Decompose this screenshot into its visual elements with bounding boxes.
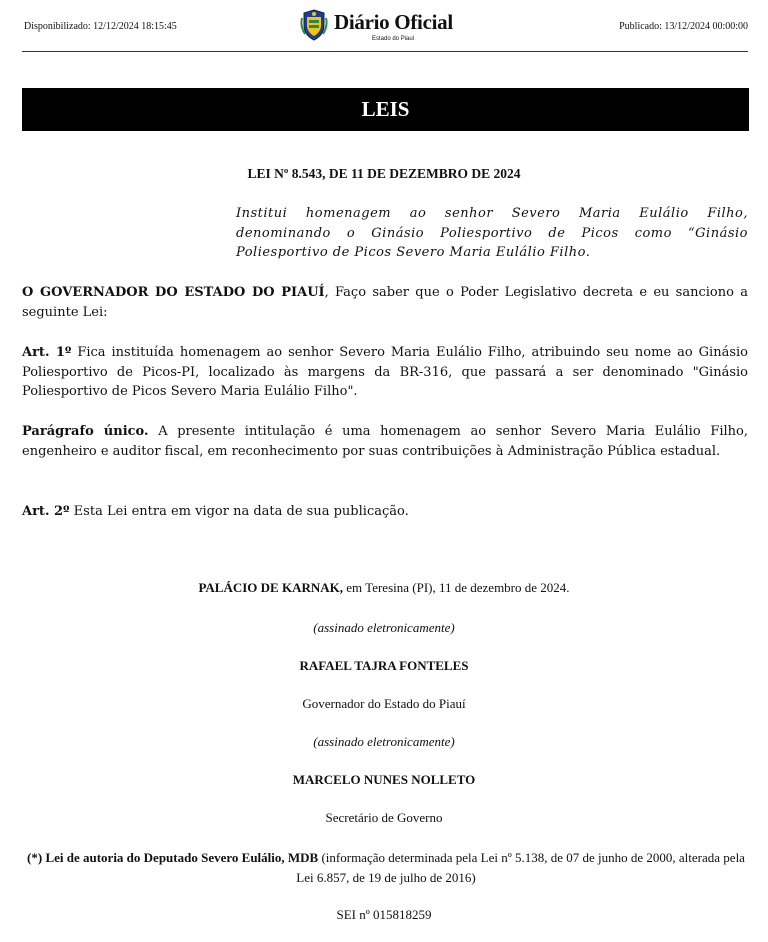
closing-place xyxy=(0,580,768,596)
sei-number: SEI nº 015818259 xyxy=(336,907,432,922)
art2-text: Esta Lei entra em vigor na data de sua publicação. xyxy=(69,504,409,519)
signatory-2-name: MARCELO NUNES NOLLETO xyxy=(292,772,476,787)
closing-place-bold: PALÁCIO DE KARNAK, xyxy=(198,580,344,595)
disponibilizado-date: Disponibilizado: 12/12/2024 18:15:45 xyxy=(24,21,177,32)
paragrafo-text: A presente intitulação é uma homenagem ao senhor Severo Maria Eulálio Filho, engenheiro e auditor fiscal, em reconhecimento por suas contribuições à Administração Pública estadual. xyxy=(22,424,748,459)
preamble-paragraph xyxy=(22,283,748,322)
footnote-bold: (*) Lei de autoria do Deputado Severo Eulálio, MDB xyxy=(27,850,319,865)
preamble-text: , Faço saber que o Poder Legislativo decreta e eu sanciono a seguinte Lei: xyxy=(22,285,748,320)
state-seal-icon xyxy=(300,8,328,42)
section-banner: LEIS xyxy=(22,88,749,131)
diario-oficial-logo xyxy=(300,8,470,46)
header-divider xyxy=(22,51,748,52)
page-header xyxy=(0,0,768,52)
art1-paragraph xyxy=(22,343,748,402)
art1-text: Fica instituída homenagem ao senhor Severo Maria Eulálio Filho, atribuindo seu nome ao Ginásio Poliesportivo de Picos-PI, localizado às margens da BR-316, que passará a ser denominado "Ginásio Poliesportivo de Picos Severo Maria Eulálio Filho". xyxy=(22,345,748,399)
signatory-2-role: Secretário de Governo xyxy=(325,810,443,825)
art2-paragraph xyxy=(22,502,748,522)
logo-title: Diário Oficial xyxy=(334,10,453,34)
art1-label: Art. 1º xyxy=(22,345,72,360)
footnote-text: (informação determinada pela Lei nº 5.138, de 07 de junho de 2000, alterada pela Lei 6.857, de 19 de julho de 2016) xyxy=(296,850,745,885)
signed-note-1: (assinado eletronicamente) xyxy=(313,620,455,635)
preamble-bold: O GOVERNADOR DO ESTADO DO PIAUÍ xyxy=(22,285,325,300)
paragrafo-label: Parágrafo único. xyxy=(22,424,149,439)
publicado-date: Publicado: 13/12/2024 00:00:00 xyxy=(619,21,748,32)
authorship-footnote xyxy=(22,848,750,887)
law-ementa: Institui homenagem ao senhor Severo Maria Eulálio Filho, denominando o Ginásio Poliesportivo de Picos como “Ginásio Poliesportivo de Picos Severo Maria Eulálio Filho. xyxy=(236,206,748,260)
signatory-1-name: RAFAEL TAJRA FONTELES xyxy=(299,658,469,673)
law-title: LEI Nº 8.543, DE 11 DE DEZEMBRO DE 2024 xyxy=(247,166,521,181)
signed-note-2: (assinado eletronicamente) xyxy=(313,734,455,749)
logo-subtitle: Estado do Piauí xyxy=(372,36,415,42)
paragrafo-unico xyxy=(22,422,748,461)
closing-place-text: em Teresina (PI), 11 de dezembro de 2024. xyxy=(343,580,570,595)
signatory-1-role: Governador do Estado do Piauí xyxy=(302,696,466,711)
art2-label: Art. 2º xyxy=(22,504,70,519)
